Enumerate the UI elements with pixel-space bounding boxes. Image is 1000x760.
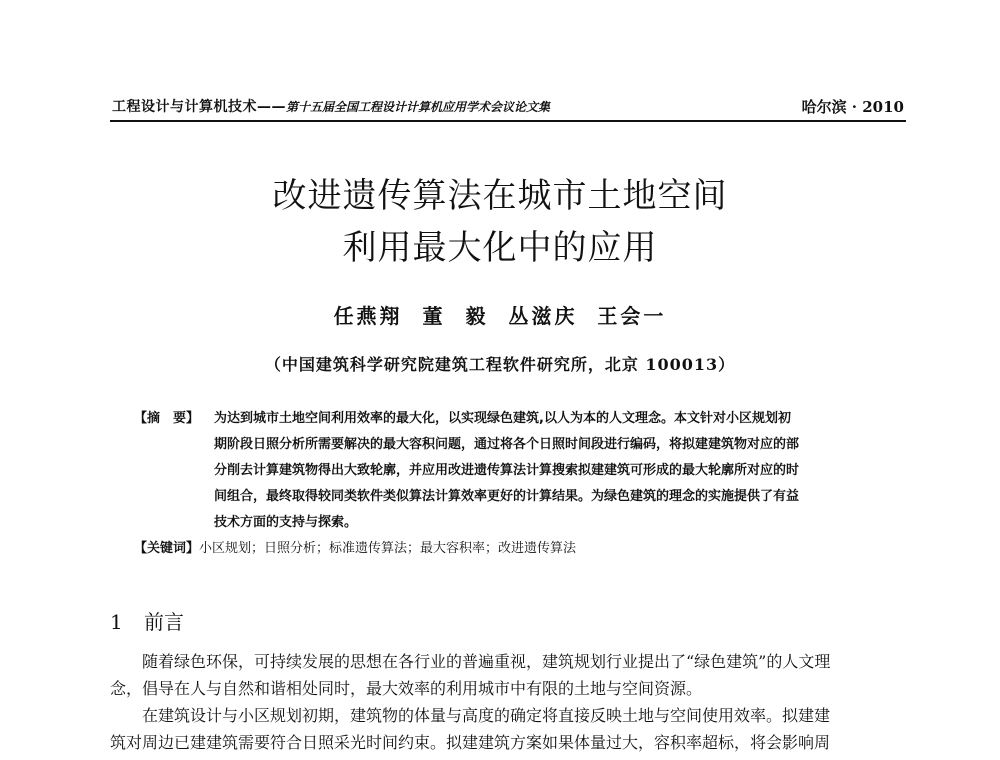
journal-name: 工程设计与计算机技术 <box>112 99 257 115</box>
section-heading <box>110 606 184 635</box>
author-list: 任燕翔 董 毅 丛滋庆 王会一 <box>333 304 667 328</box>
body-line: 随着绿色环保，可持续发展的思想在各行业的普遍重视，建筑规划行业提出了“绿色建筑”的人文理 <box>142 652 831 671</box>
header-separator: —— <box>257 99 286 115</box>
keywords-label: 【关键词】 <box>134 541 200 556</box>
abstract-text: 为达到城市土地空间利用效率的最大化，以实现绿色建筑,以人为本的人文理念。本文针对小区规划初 <box>214 411 791 426</box>
paper-title-line-2: 利用最大化中的应用 <box>342 228 658 268</box>
abstract-line <box>134 510 900 536</box>
abstract-text: 分削去计算建筑物得出大致轮廓，并应用改进遗传算法计算搜索拟建建筑可形成的最大轮廓所对应的时 <box>214 463 800 478</box>
abstract-text: 技术方面的支持与探索。 <box>214 515 358 530</box>
body-line: 念，倡导在人与自然和谐相处同时，最大效率的利用城市中有限的土地与空间资源。 <box>110 679 703 698</box>
section-body <box>110 648 902 756</box>
paper-title-line-1: 改进遗传算法在城市土地空间 <box>272 176 728 216</box>
header-rule <box>110 120 906 122</box>
keywords-text: 小区规划；日照分析；标准遗传算法；最大容积率；改进遗传算法 <box>199 541 577 556</box>
running-header <box>112 96 904 118</box>
abstract-line <box>134 432 900 458</box>
keywords <box>134 536 900 562</box>
abstract <box>134 406 900 536</box>
abstract-line <box>134 406 900 432</box>
body-line: 在建筑设计与小区规划初期，建筑物的体量与高度的确定将直接反映土地与空间使用效率。拟建建 <box>142 706 831 725</box>
affiliation: （中国建筑科学研究院建筑工程软件研究所，北京 100013） <box>264 355 736 374</box>
section-title: 前言 <box>144 610 184 634</box>
running-header-left <box>112 96 550 116</box>
abstract-text: 期阶段日照分析所需要解决的最大容积问题，通过将各个日照时间段进行编码，将拟建建筑物对应的部 <box>214 437 800 452</box>
section-number: 1 <box>110 610 123 634</box>
body-line: 筑对周边已建建筑需要符合日照采光时间约束。拟建建筑方案如果体量过大，容积率超标，将会影响周 <box>110 733 831 752</box>
abstract-line <box>134 458 900 484</box>
running-header-right: 哈尔滨 · 2010 <box>801 98 904 116</box>
abstract-label: 【摘 要】 <box>134 411 200 426</box>
abstract-line <box>134 484 900 510</box>
conference-name: 第十五届全国工程设计计算机应用学术会议论文集 <box>286 100 551 114</box>
abstract-text: 间组合，最终取得较同类软件类似算法计算效率更好的计算结果。为绿色建筑的理念的实施提供了有益 <box>214 489 800 504</box>
